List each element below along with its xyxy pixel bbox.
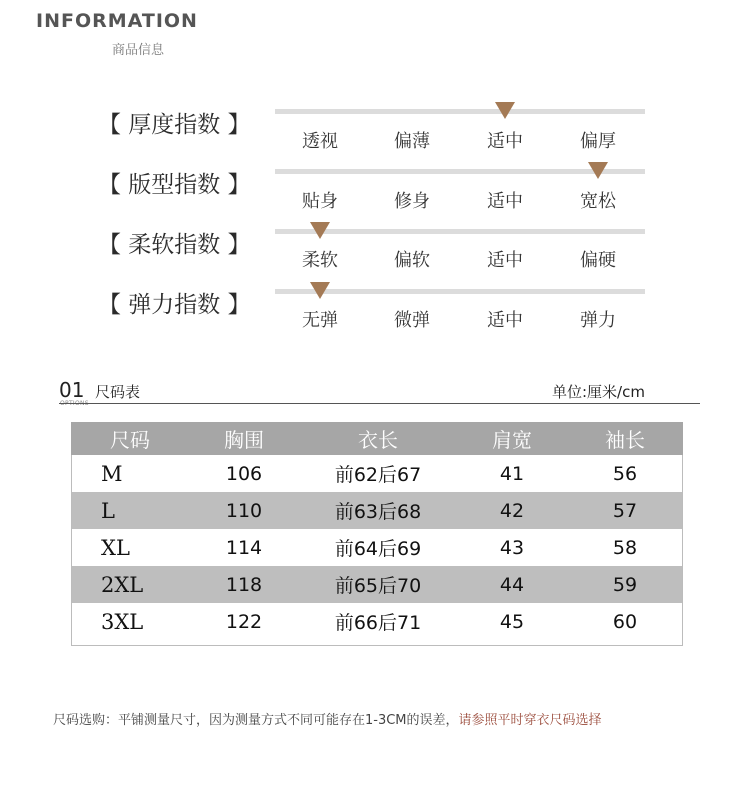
length-cell: 前64后69 [299,529,457,566]
information-title: INFORMATION [36,10,198,32]
information-subtitle: 商品信息 [112,43,165,58]
thickness-index-label: 【 厚度指数 】 [98,112,251,138]
size-cell: 3XL [71,603,189,640]
table-row [71,455,683,492]
softness-option: 偏硬 [580,250,616,271]
fit-option: 贴身 [302,191,338,212]
elasticity-index-marker [310,282,330,299]
size-cell: L [71,492,189,529]
fit-index-marker [588,162,608,179]
size-table [71,422,683,640]
thickness-option: 透视 [302,131,338,152]
size-cell: M [71,455,189,492]
elasticity-option: 适中 [487,310,523,331]
header-size: 尺码 [71,422,189,455]
thickness-option: 适中 [487,131,523,152]
fit-option: 修身 [394,191,430,212]
softness-option: 偏软 [394,250,430,271]
elasticity-index-label: 【 弹力指数 】 [98,292,251,318]
chest-cell: 106 [189,455,299,492]
softness-index-marker [310,222,330,239]
thickness-option: 偏薄 [394,131,430,152]
softness-option: 柔软 [302,250,338,271]
shoulder-cell: 43 [457,529,567,566]
elasticity-index-bar [275,289,645,294]
softness-option: 适中 [487,250,523,271]
header-length: 衣长 [299,422,457,455]
size-selection-note [53,709,602,728]
table-header-row [71,422,683,455]
sleeve-cell: 57 [567,492,683,529]
elasticity-option: 弹力 [580,310,616,331]
size-table-title: 尺码表 [95,383,141,401]
length-cell: 前65后70 [299,566,457,603]
chest-cell: 118 [189,566,299,603]
length-cell: 前66后71 [299,603,457,640]
thickness-index-bar [275,109,645,114]
sleeve-cell: 60 [567,603,683,640]
header-sleeve: 袖长 [567,422,683,455]
thickness-option: 偏厚 [580,131,616,152]
note-highlight: 请参照平时穿衣尺码选择 [458,713,602,728]
length-cell: 前62后67 [299,455,457,492]
chest-cell: 110 [189,492,299,529]
section-number: 01 [59,378,85,402]
note-text: 尺码选购：平铺测量尺寸，因为测量方式不同可能存在1-3CM的误差， [53,713,459,728]
shoulder-cell: 44 [457,566,567,603]
thickness-index-marker [495,102,515,119]
softness-index-label: 【 柔软指数 】 [98,232,251,258]
size-cell: XL [71,529,189,566]
sleeve-cell: 58 [567,529,683,566]
fit-index-label: 【 版型指数 】 [98,172,251,198]
fit-option: 宽松 [580,191,616,212]
sleeve-cell: 56 [567,455,683,492]
chest-cell: 114 [189,529,299,566]
shoulder-cell: 45 [457,603,567,640]
table-row [71,529,683,566]
chest-cell: 122 [189,603,299,640]
table-row [71,492,683,529]
header-chest: 胸围 [189,422,299,455]
header-shoulder: 肩宽 [457,422,567,455]
table-row [71,603,683,640]
shoulder-cell: 41 [457,455,567,492]
fit-option: 适中 [487,191,523,212]
sleeve-cell: 59 [567,566,683,603]
size-cell: 2XL [71,566,189,603]
size-table-unit: 单位:厘米/cm [552,383,645,401]
shoulder-cell: 42 [457,492,567,529]
heading-divider [59,403,700,404]
length-cell: 前63后68 [299,492,457,529]
table-row [71,566,683,603]
softness-index-bar [275,229,645,234]
elasticity-option: 微弹 [394,310,430,331]
elasticity-option: 无弹 [302,310,338,331]
